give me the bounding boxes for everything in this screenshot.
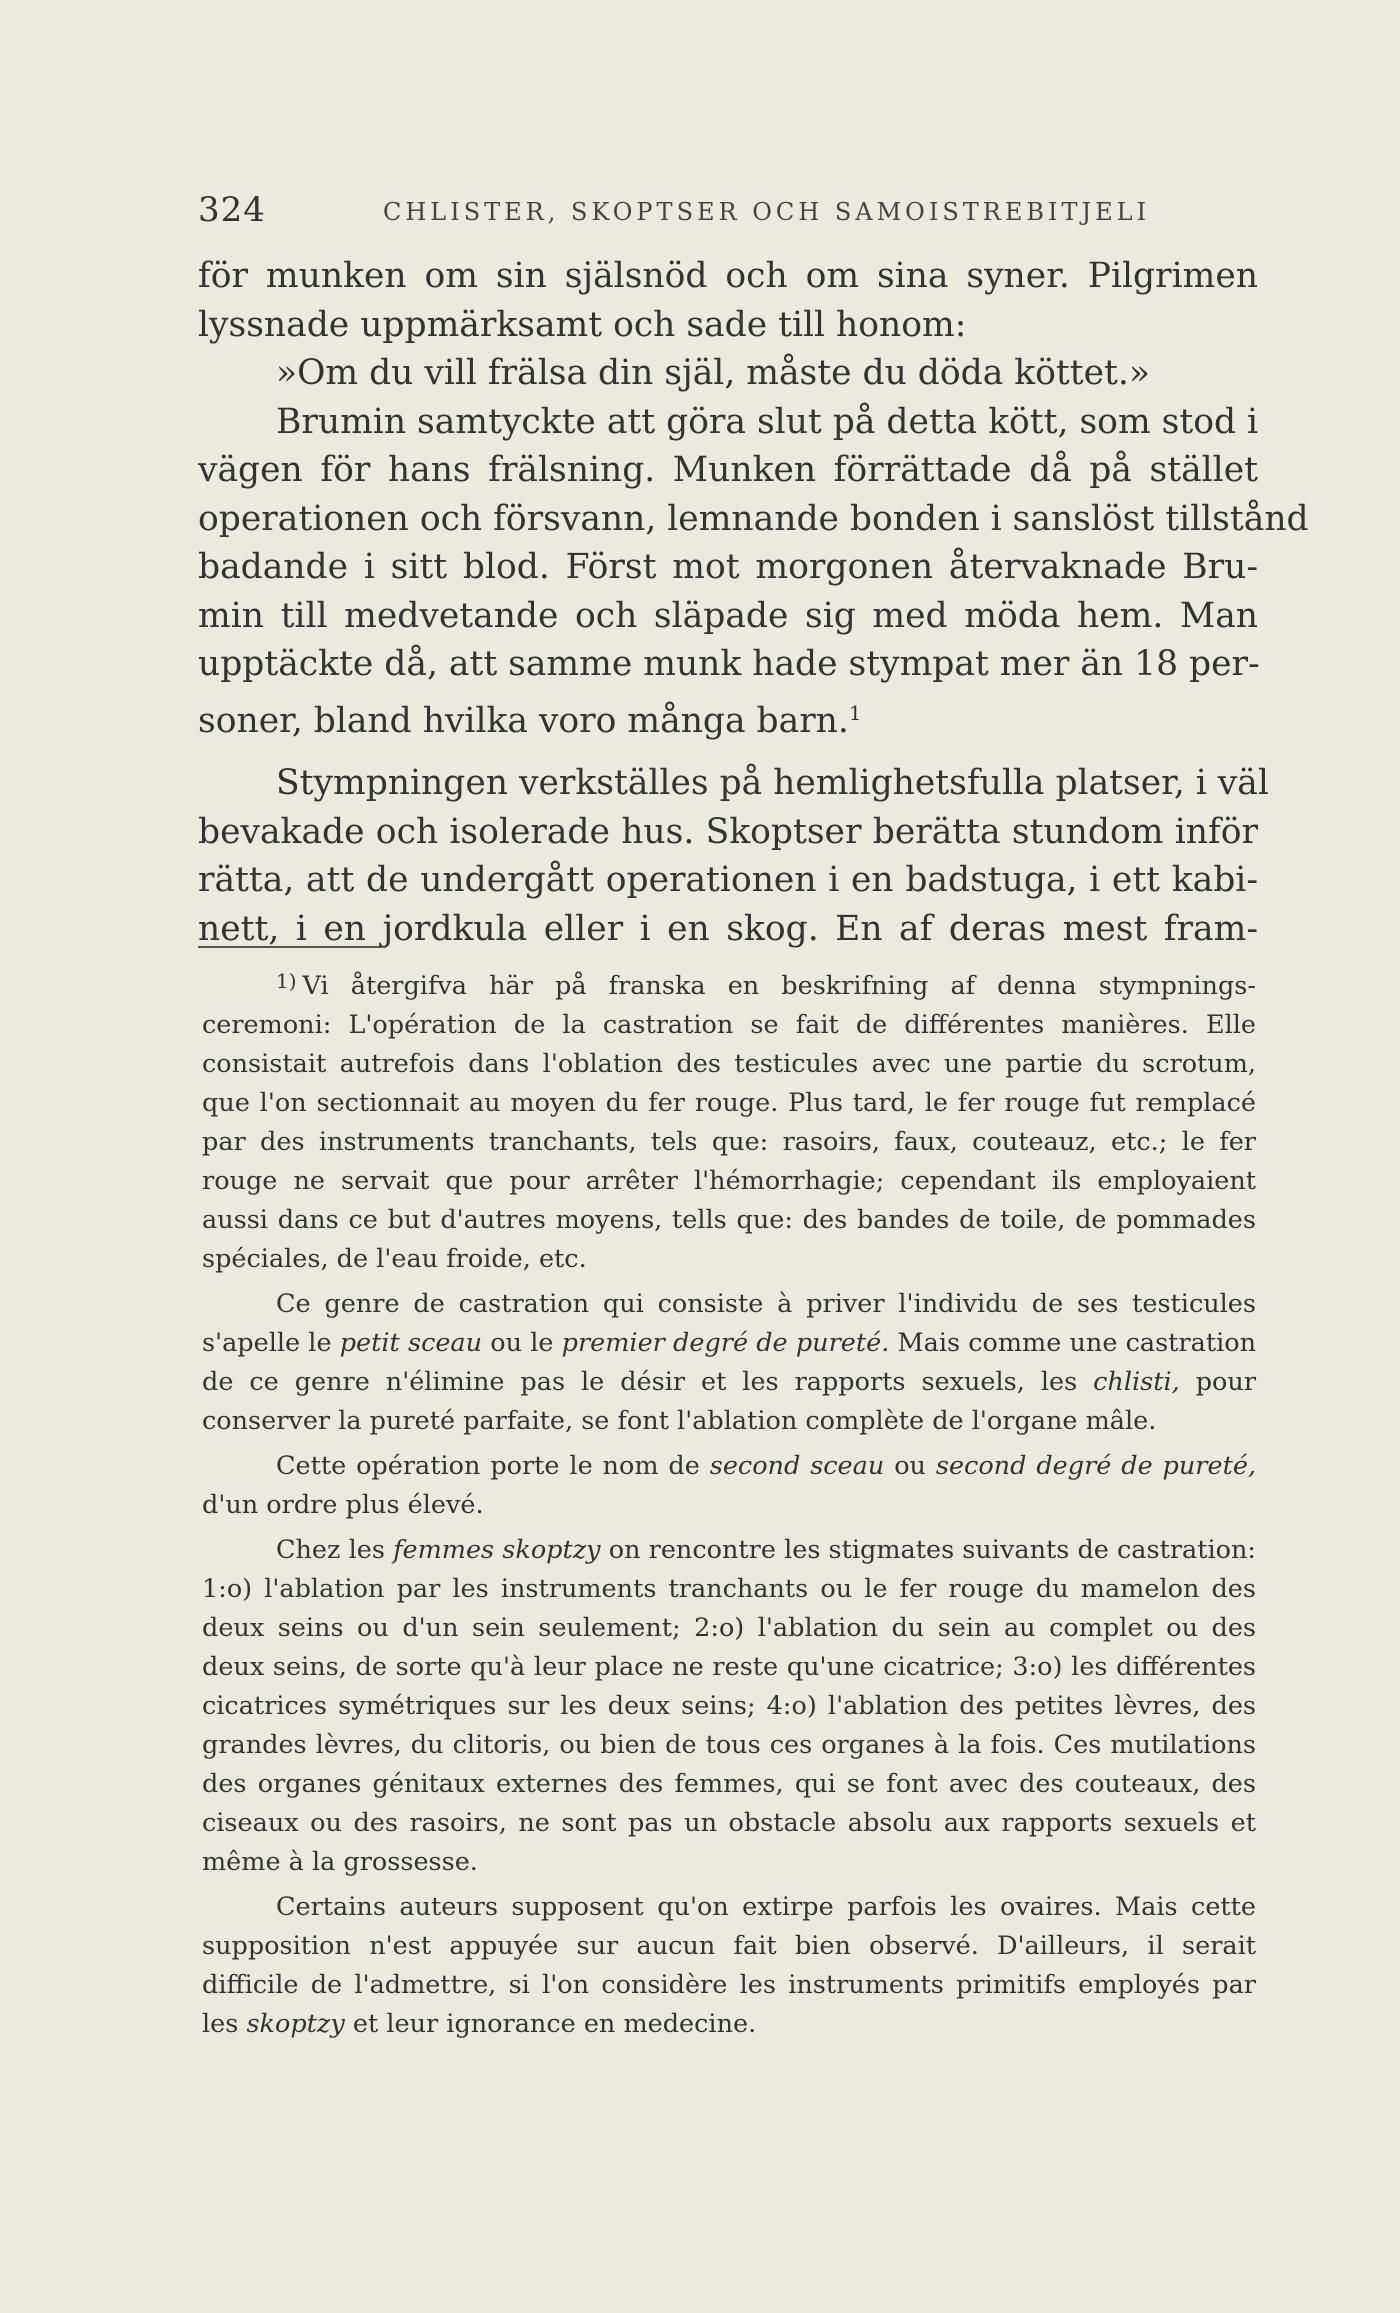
- text-line: Stympningen verkställes på hemlighetsfulla platser, i väl: [276, 763, 1269, 803]
- text-line: upptäckte då, att samme munk hade stympat mer än 18 per-: [198, 644, 1260, 684]
- book-page: [198, 0, 1309, 2313]
- text-line: min till medvetande och släpade sig med möda hem. Man: [198, 595, 1258, 636]
- text-line: rätta, att de undergått operationen i en badstuga, i ett kabi-: [198, 860, 1258, 900]
- footnote-paragraph: [202, 1285, 1256, 1441]
- text-line: för munken om sin själsnöd och om sina syner. Pilgrimen: [198, 256, 1258, 296]
- quote-line: »Om du vill frälsa din själ, måste du döda köttet.»: [276, 353, 1150, 393]
- text-line-content: soner, bland hvilka voro många barn.: [198, 700, 849, 741]
- footnote-emphasis: premier degré de pureté.: [561, 1328, 890, 1358]
- text-line: operationen och försvann, lemnande bonden i sanslöst tillstånd: [198, 498, 1309, 539]
- text-line: bevakade och isolerade hus. Skoptser berätta stundom inför: [198, 811, 1258, 852]
- footnote-text: ou le: [490, 1328, 554, 1358]
- footnote-emphasis: chlisti,: [1093, 1367, 1180, 1397]
- footnote-paragraph: [202, 1888, 1256, 2044]
- text-line: [198, 689, 1258, 746]
- text-line: Brumin samtyckte att göra slut på detta kött, som stod i: [276, 401, 1259, 442]
- footnote-text: et leur ignorance en medecine.: [352, 2009, 757, 2039]
- footnote-emphasis: skoptzy: [246, 2009, 345, 2039]
- running-title: CHLISTER, SKOPTSER OCH SAMOISTREBITJELI: [383, 198, 1151, 226]
- page-number: 324: [198, 190, 266, 230]
- footnote-reference: 1: [848, 700, 862, 725]
- footnote-text: Mais comme une castration de ce genre n'élimine pas le désir et les rapports sexuels, les: [202, 1328, 1256, 1397]
- text-line: vägen för hans frälsning. Munken förrättade då på stället: [198, 450, 1258, 490]
- footnote-text: d'un ordre plus élevé.: [202, 1490, 484, 1520]
- footnote-emphasis: femmes skoptzy: [393, 1535, 601, 1565]
- footnote-text: Certains auteurs supposent qu'on extirpe parfois les ovaires. Mais cette supposition n'est appuyée sur aucun fait bien observé. D'ailleurs, il serait difficile de l'admettre, si l'on considère les instruments primitifs employés par les: [202, 1892, 1256, 2039]
- footnote-1: [202, 962, 1256, 1279]
- footnote-text: ou: [894, 1451, 926, 1481]
- text-line: badande i sitt blod. Först mot morgonen återvaknade Bru-: [198, 547, 1258, 587]
- footnote-text: Vi återgifva här på franska en beskrifning af denna stympnings-ceremoni: L'opération de la castration se fait de différentes manières. Elle consistait autrefois dans l'oblation des testicules avec une partie du scrotum, que l'on sectionnait au moyen du fer rouge. Plus tard, le fer rouge fut remplacé par des instruments tranchants, tels que: rasoirs, faux, couteauz, etc.; le fer rouge ne servait que pour arrêter l'hémorrhagie; cependant ils employaient aussi dans ce but d'autres moyens, tells que: des bandes de toile, de pommades spéciales, de l'eau froide, etc.: [202, 971, 1256, 1274]
- footnote-divider: [198, 946, 386, 948]
- text-line: lyssnade uppmärksamt och sade till honom:: [198, 304, 967, 345]
- footnote-emphasis: petit sceau: [339, 1328, 483, 1358]
- footnote-text: pour conserver la pureté parfaite, se font l'ablation complète de l'organe mâle.: [202, 1367, 1257, 1436]
- footnotes: [202, 962, 1256, 2050]
- text-line: nett, i en jordkula eller i en skog. En af deras mest fram-: [198, 908, 1258, 949]
- footnote-text: Ce genre de castration qui consiste à priver l'individu de ses testicules s'apelle le: [202, 1289, 1256, 1358]
- footnote-emphasis: second sceau: [709, 1451, 885, 1481]
- footnote-text: on rencontre les stigmates suivants de castration: 1:o) l'ablation par les instruments tranchants ou le fer rouge du mamelon des deux seins ou d'un sein seulement; 2:o) l'ablation du sein au complet ou des deux seins, de sorte qu'à leur place ne reste qu'une cicatrice; 3:o) les différentes cicatrices symétriques sur les deux seins; 4:o) l'ablation des petites lèvres, des grandes lèvres, du clitoris, ou bien de tous ces organes à la fois. Ces mutilations des organes génitaux externes des femmes, qui se font avec des couteaux, des ciseaux ou des rasoirs, ne sont pas un obstacle absolu aux rapports sexuels et même à la grossesse.: [202, 1535, 1256, 1877]
- footnote-paragraph: [202, 1531, 1256, 1882]
- main-text: [198, 252, 1309, 953]
- footnote-mark: 1): [276, 969, 297, 993]
- footnote-text: Cette opération porte le nom de: [276, 1451, 700, 1481]
- running-head: [198, 190, 1258, 240]
- footnote-text: Chez les: [276, 1535, 385, 1565]
- footnote-paragraph: [202, 1447, 1256, 1525]
- footnote-emphasis: second degré de pureté,: [935, 1451, 1257, 1481]
